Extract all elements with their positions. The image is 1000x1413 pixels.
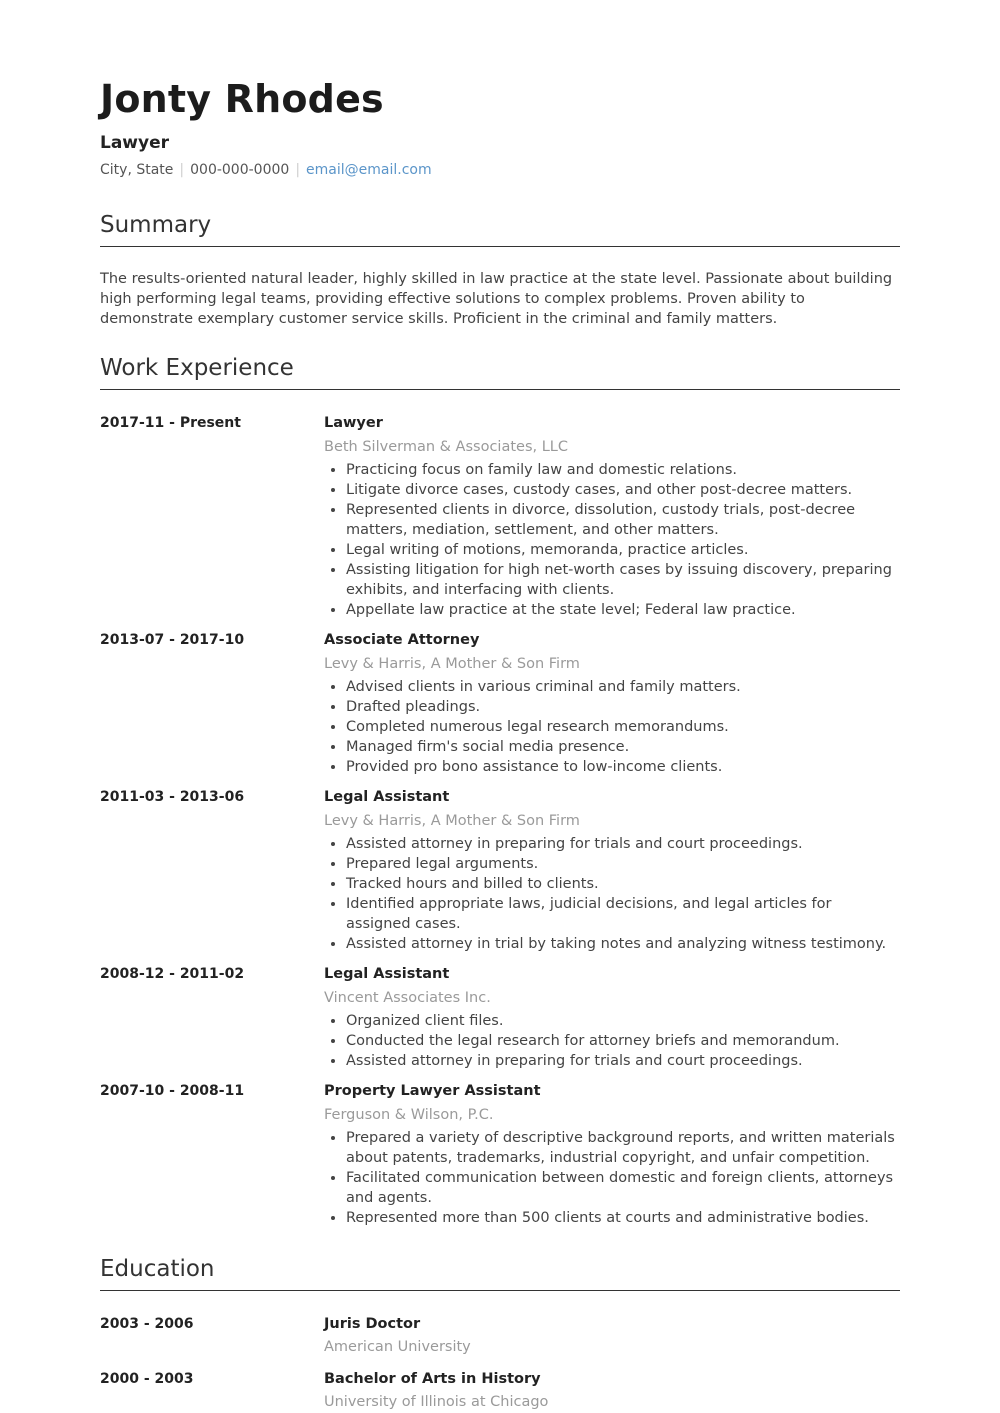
education-entry [100,1368,900,1413]
work-entry-body [324,1080,900,1228]
contact-separator: | [295,162,301,178]
work-entry-bullets [324,1011,900,1071]
summary-text: The results-oriented natural leader, highly skilled in law practice at the state level. Passionate about building high performing legal teams, providing effective solutions to complex problems. Proven ability to demonstrate exemplary customer service skills. Proficient in the criminal and family matters. [100,271,893,327]
work-entry [100,412,900,620]
education-section [100,1254,900,1413]
education-entry-school: American University [324,1339,471,1355]
contact-line [100,160,900,180]
section-title-work-experience: Work Experience [100,353,900,390]
work-entry-bullet: • Prepared legal arguments. [346,854,900,874]
section-title-education: Education [100,1254,900,1291]
work-entry-bullet: • Organized client files. [346,1011,900,1031]
work-entry-date: 2008-12 - 2011-02 [100,966,245,982]
work-experience-section [100,353,900,1228]
work-entry-bullet: • Drafted pleadings. [346,697,900,717]
work-entry-bullet: • Represented clients in divorce, dissolution, custody trials, post-decree matters, mediation, settlement, and other matters. [346,500,900,540]
section-title-summary: Summary [100,210,900,247]
education-entry [100,1313,900,1358]
work-entry-employer: Vincent Associates Inc. [324,990,491,1006]
work-entry-bullet: • Assisted attorney in preparing for trials and court proceedings. [346,1051,900,1071]
work-entry-bullet: • Appellate law practice at the state level; Federal law practice. [346,600,900,620]
work-entry-bullets [324,677,900,777]
work-entry-employer: Levy & Harris, A Mother & Son Firm [324,656,580,672]
contact-phone: 000-000-0000 [190,162,290,178]
contact-location: City, State [100,162,174,178]
work-entry-bullet: • Advised clients in various criminal and family matters. [346,677,900,697]
work-entry-date: 2007-10 - 2008-11 [100,1083,245,1099]
work-entry-bullet: • Tracked hours and billed to clients. [346,874,900,894]
work-entry [100,629,900,777]
work-entry-bullet: • Practicing focus on family law and domestic relations. [346,460,900,480]
candidate-name: Jonty Rhodes [100,77,384,121]
education-entry-school: University of Illinois at Chicago [324,1394,549,1410]
work-entries [100,412,900,1228]
education-entry-date: 2000 - 2003 [100,1371,194,1387]
work-entry-bullets [324,460,900,620]
work-entry [100,1080,900,1228]
education-entries [100,1313,900,1413]
work-entry-bullet: • Assisted attorney in preparing for trials and court proceedings. [346,834,900,854]
work-entry-bullet: • Legal writing of motions, memoranda, practice articles. [346,540,900,560]
work-entry-employer: Levy & Harris, A Mother & Son Firm [324,813,580,829]
work-entry-bullet: • Assisting litigation for high net-worth cases by issuing discovery, preparing exhibits, and interfacing with clients. [346,560,900,600]
contact-email-link[interactable]: email@email.com [306,162,432,178]
education-entry-body [324,1368,548,1413]
work-entry-title: Associate Attorney [324,632,480,648]
work-entry-bullet: • Provided pro bono assistance to low-income clients. [346,757,900,777]
education-entry-date: 2003 - 2006 [100,1316,194,1332]
candidate-headline: Lawyer [100,133,170,153]
work-entry-title: Legal Assistant [324,789,450,805]
resume-header [100,74,900,180]
work-entry-bullet: • Managed firm's social media presence. [346,737,900,757]
work-entry-date: 2017-11 - Present [100,415,241,431]
work-entry-body [324,786,900,954]
work-entry-body [324,963,900,1071]
work-entry-bullet: • Prepared a variety of descriptive background reports, and written materials about patents, trademarks, industrial copyright, and unfair competition. [346,1128,900,1168]
work-entry-bullet: • Facilitated communication between domestic and foreign clients, attorneys and agents. [346,1168,900,1208]
education-entry-degree: Juris Doctor [324,1316,421,1332]
summary-section [100,210,900,329]
work-entry-title: Lawyer [324,415,383,431]
work-entry [100,963,900,1071]
work-entry-employer: Ferguson & Wilson, P.C. [324,1107,494,1123]
work-entry-bullets [324,1128,900,1228]
work-entry-employer: Beth Silverman & Associates, LLC [324,439,568,455]
work-entry [100,786,900,954]
work-entry-body [324,629,900,777]
contact-separator: | [179,162,185,178]
resume-page [100,0,900,1413]
work-entry-bullets [324,834,900,954]
work-entry-bullet: • Identified appropriate laws, judicial decisions, and legal articles for assigned cases. [346,894,900,934]
work-entry-title: Legal Assistant [324,966,450,982]
work-entry-bullet: • Represented more than 500 clients at courts and administrative bodies. [346,1208,900,1228]
work-entry-bullet: • Litigate divorce cases, custody cases, and other post-decree matters. [346,480,900,500]
work-entry-bullet: • Assisted attorney in trial by taking notes and analyzing witness testimony. [346,934,900,954]
education-entry-body [324,1313,471,1358]
work-entry-body [324,412,900,620]
work-entry-title: Property Lawyer Assistant [324,1083,541,1099]
work-entry-date: 2011-03 - 2013-06 [100,789,245,805]
work-entry-date: 2013-07 - 2017-10 [100,632,245,648]
work-entry-bullet: • Completed numerous legal research memorandums. [346,717,900,737]
education-entry-degree: Bachelor of Arts in History [324,1371,541,1387]
work-entry-bullet: • Conducted the legal research for attorney briefs and memorandum. [346,1031,900,1051]
